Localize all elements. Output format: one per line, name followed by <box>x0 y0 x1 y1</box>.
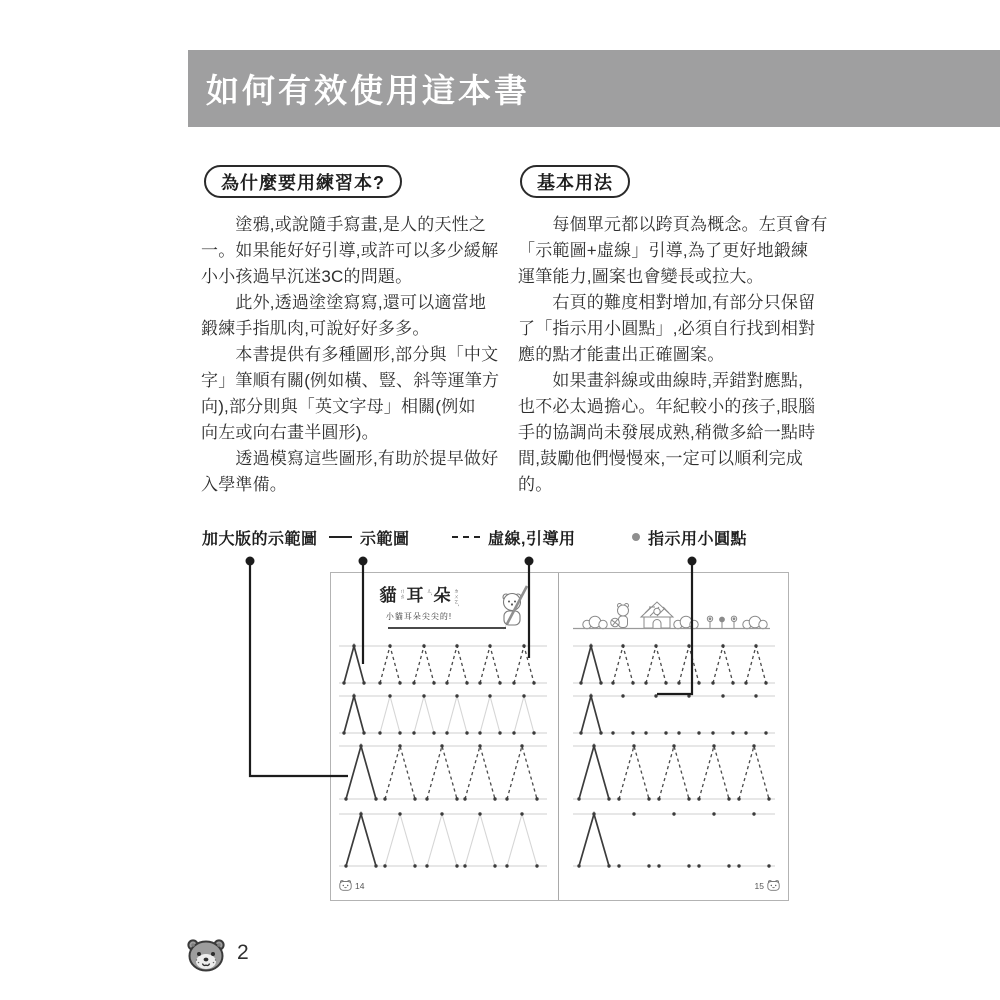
unit-subtitle: 小貓耳朵尖尖的! <box>385 612 453 621</box>
book-page-footer-right <box>755 880 780 891</box>
book-spread-preview <box>330 572 789 901</box>
text-line: 如果畫斜線或曲線時,弄錯對應點, <box>518 371 804 390</box>
title-char: 朵 <box>433 586 451 605</box>
legend-label: 加大版的示範圖 <box>202 530 318 548</box>
text-line: 「示範圖+虛線」引導,為了更好地鍛練 <box>518 241 809 260</box>
dashed-line-icon <box>452 536 480 538</box>
text-line: 也不必太過擔心。年紀較小的孩子,眼腦 <box>518 397 816 416</box>
title-char: 貓 <box>379 586 397 605</box>
text-line: 右頁的難度相對增加,有部分只保留 <box>518 293 816 312</box>
cat-face-icon <box>339 880 352 891</box>
text-line: 向),部分則與「英文字母」相關(例如 <box>201 397 476 416</box>
legend-item-enlarged-sample <box>202 526 318 548</box>
zhuyin: ㄇㄠ <box>398 588 405 599</box>
title-char: 耳 <box>406 586 424 605</box>
text-line: 一。如果能好好引導,或許可以多少緩解 <box>201 241 499 260</box>
text-line: 的。 <box>518 475 553 494</box>
section-heading-usage <box>520 165 630 198</box>
legend-item-guide-dot <box>632 526 747 548</box>
gray-dot-icon <box>632 533 640 541</box>
text-line: 了「指示用小圓點」,必須自行找到相對 <box>518 319 816 338</box>
text-line: 向左或向右畫半圓形)。 <box>201 423 379 442</box>
solid-line-icon <box>329 536 352 538</box>
section-heading-usage-label: 基本用法 <box>537 172 613 193</box>
body-text-left <box>201 212 513 498</box>
practice-rows-right <box>559 573 788 900</box>
text-line: 鍛練手指肌肉,可說好好多多。 <box>201 319 430 338</box>
cat-face-icon <box>767 880 780 891</box>
book-page-number: 14 <box>355 880 365 891</box>
otter-mascot-icon <box>183 935 229 975</box>
zhuyin: ㄦˇ <box>425 588 432 596</box>
text-line: 本書提供有多種圖形,部分與「中文 <box>201 345 499 364</box>
book-left-page <box>331 573 559 900</box>
legend-label: 虛線,引導用 <box>488 530 576 548</box>
practice-rows-left <box>331 573 558 900</box>
legend-item-sample <box>329 526 410 548</box>
page-title: 如何有效使用這本書 <box>206 72 530 109</box>
text-line: 每個單元都以跨頁為概念。左頁會有 <box>518 215 828 234</box>
book-right-page <box>559 573 788 900</box>
text-line: 應的點才能畫出正確圖案。 <box>518 345 725 364</box>
legend-item-dashed <box>452 526 575 548</box>
text-line: 此外,透過塗塗寫寫,還可以適當地 <box>201 293 487 312</box>
page-title-band <box>188 50 1000 127</box>
text-line: 運筆能力,圖案也會變長或拉大。 <box>518 267 764 286</box>
book-page-footer-left <box>339 880 364 891</box>
book-page-number: 15 <box>754 880 764 891</box>
body-text-right <box>518 212 830 498</box>
text-line: 透過模寫這些圖形,有助於提早做好 <box>201 449 499 468</box>
text-line: 字」筆順有關(例如橫、豎、斜等運筆方 <box>201 371 500 390</box>
section-heading-why-label: 為什麼要用練習本? <box>221 172 385 193</box>
legend-label: 指示用小圓點 <box>648 530 748 548</box>
text-line: 入學準備。 <box>201 475 287 494</box>
text-line: 小小孩過早沉迷3C的問題。 <box>201 267 413 286</box>
zhuyin: ㄉㄨㄛˇ <box>452 588 459 607</box>
page-number: 2 <box>237 941 249 964</box>
section-heading-why <box>204 165 402 198</box>
text-line: 間,鼓勵他們慢慢來,一定可以順利完成 <box>518 449 804 468</box>
text-line: 塗鴉,或說隨手寫畫,是人的天性之 <box>201 215 487 234</box>
text-line: 手的協調尚未發展成熟,稍微多給一點時 <box>518 423 816 442</box>
legend-label: 示範圖 <box>360 530 410 548</box>
